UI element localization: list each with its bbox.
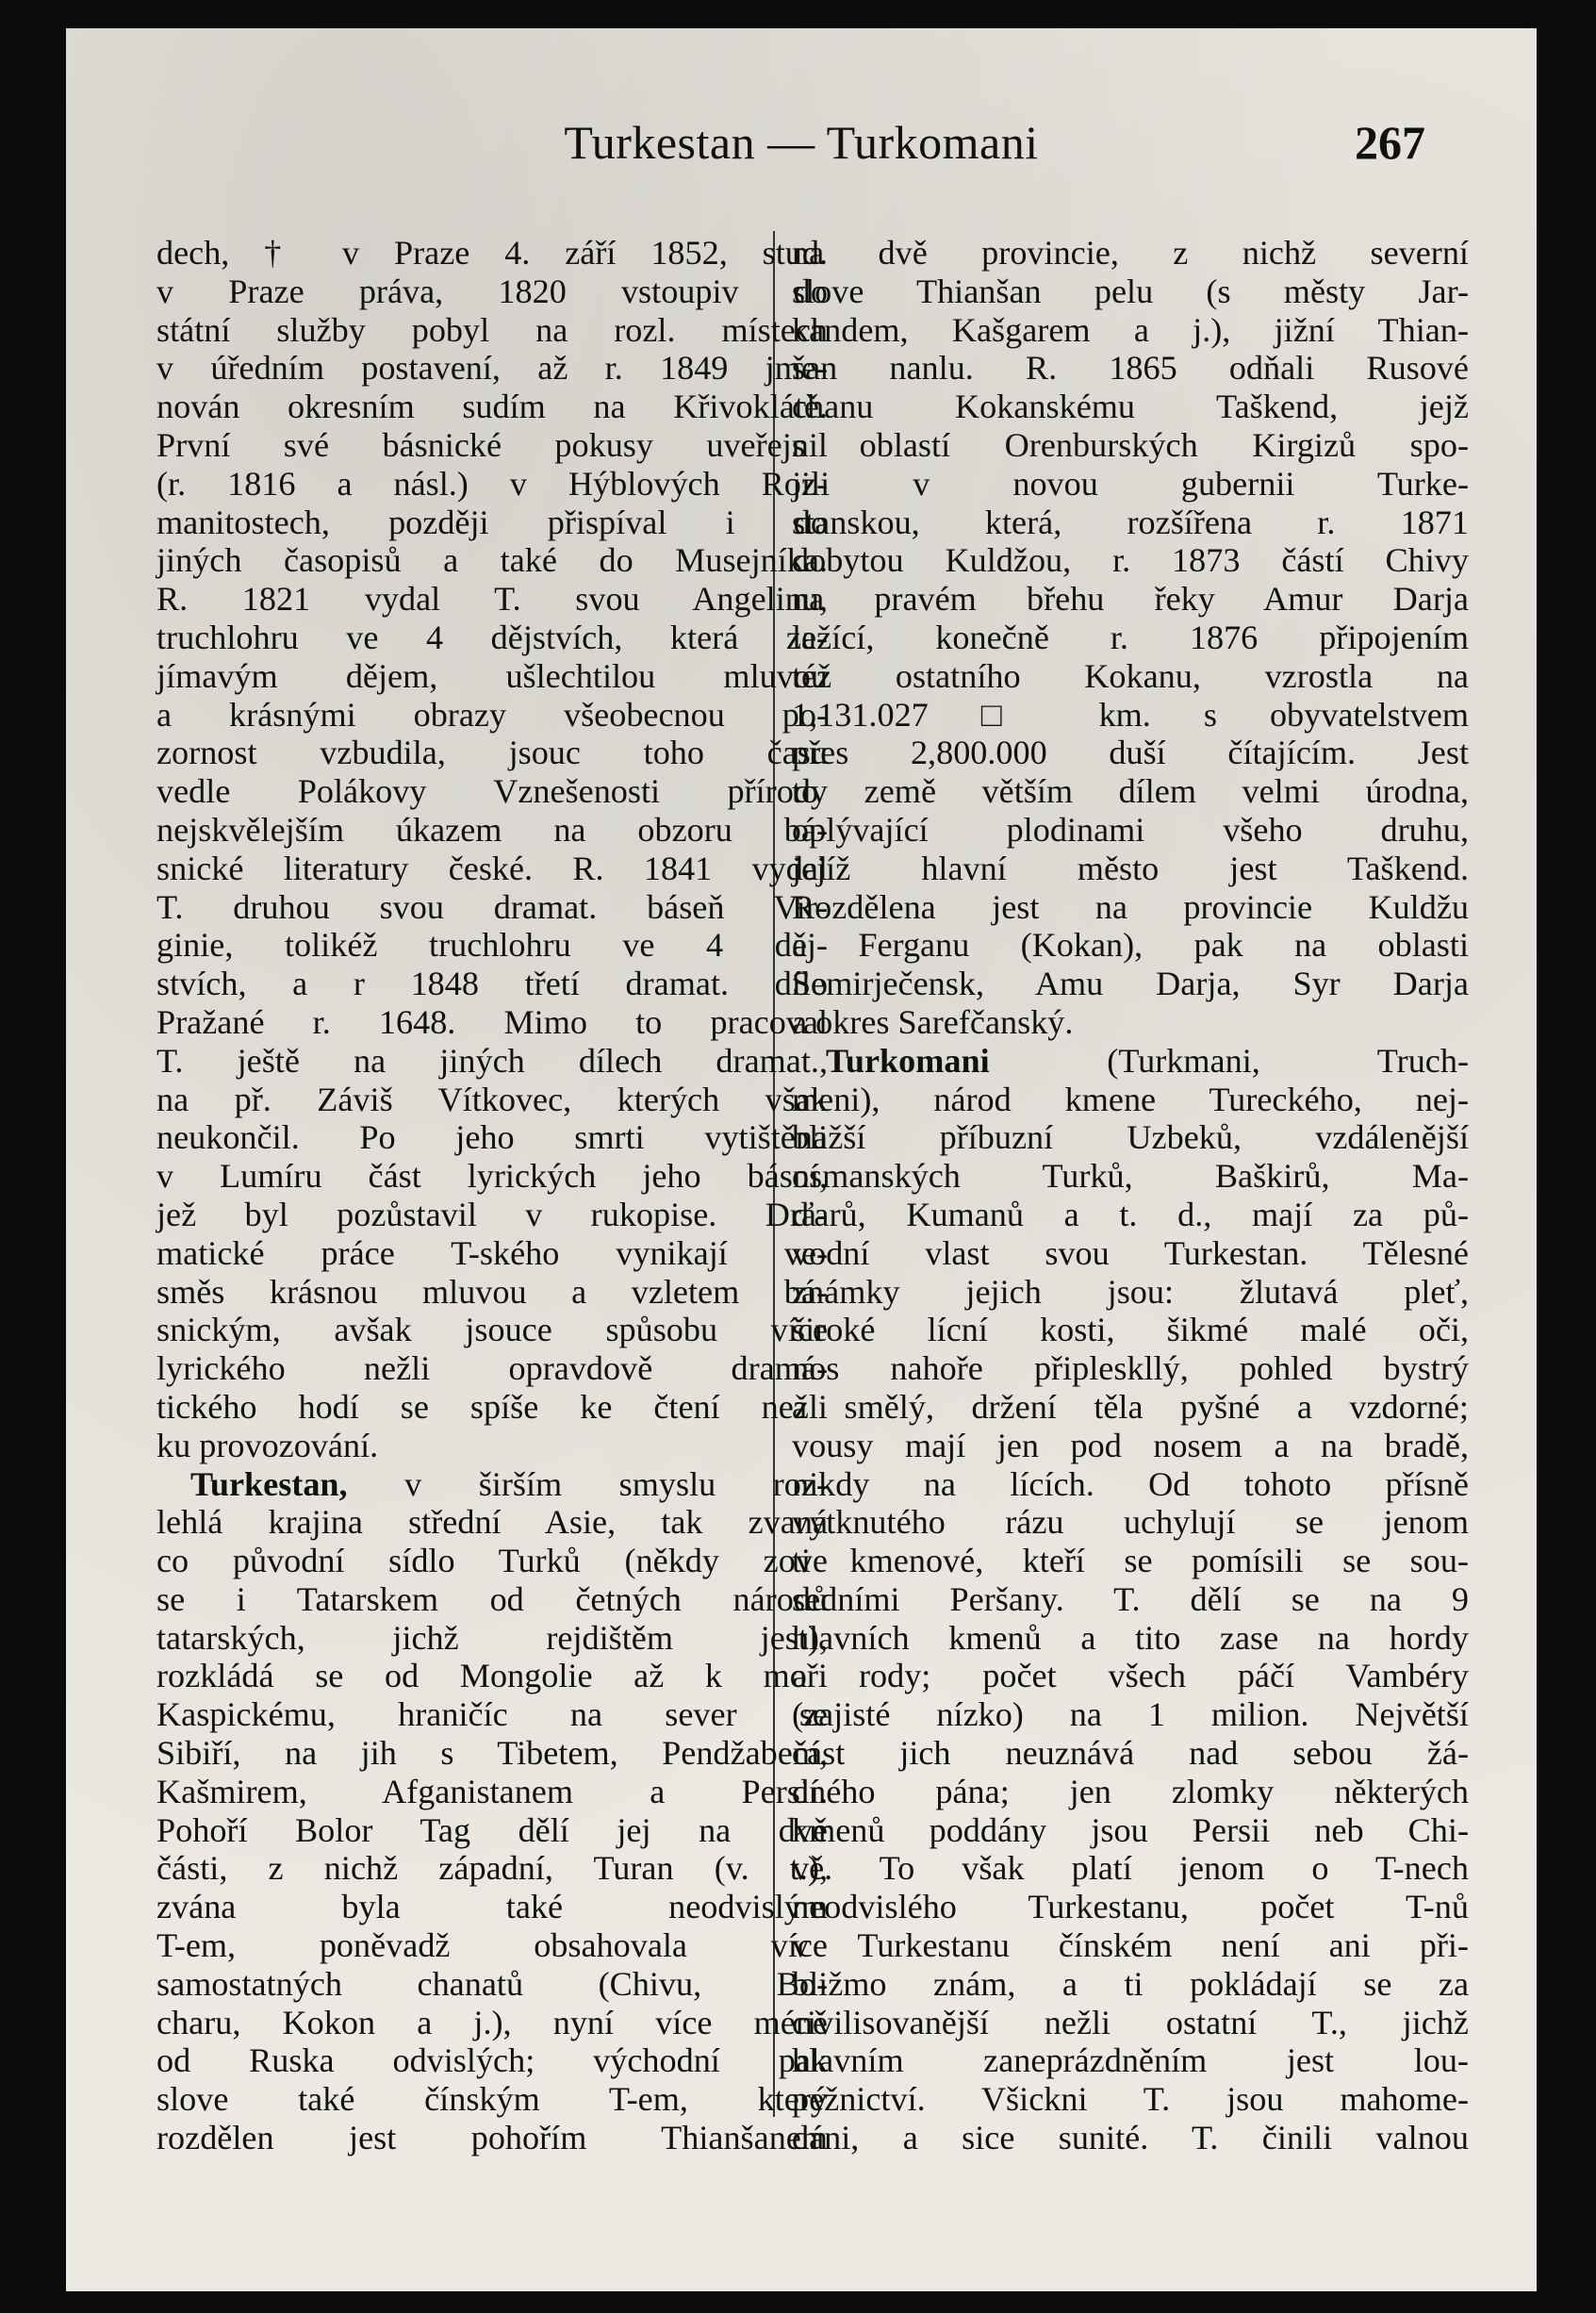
line-text: kandem, Kašgarem a j.), jižní Thian- — [792, 310, 1469, 349]
line-text: slove Thianšan pelu (s městy Jar- — [792, 272, 1469, 310]
running-title: Turkestan — Turkomani — [564, 116, 1039, 169]
text-line — [792, 1888, 1469, 1926]
text-line — [156, 696, 828, 735]
text-line — [156, 888, 828, 927]
line-text: (zajisté nízko) na 1 milion. Největší — [792, 1695, 1469, 1734]
text-line — [792, 1273, 1469, 1312]
text-line — [156, 850, 828, 888]
text-line — [156, 426, 828, 465]
text-line — [792, 349, 1469, 388]
line-text: sedními Peršany. T. dělí se na 9 — [792, 1579, 1469, 1618]
text-line — [792, 926, 1469, 965]
text-line — [792, 657, 1469, 696]
text-line — [792, 1465, 1469, 1504]
text-line — [792, 1388, 1469, 1427]
text-line — [156, 1465, 828, 1504]
line-text: s oblastí Orenburských Kirgizů spo- — [792, 425, 1469, 464]
line-text: tatarských, jichž rejdištěm jest), — [156, 1618, 828, 1657]
line-text: v Turkestanu čínském není ani při- — [792, 1926, 1469, 1965]
line-text: nován okresním sudím na Křivoklátě. — [156, 388, 828, 426]
running-header — [66, 115, 1537, 181]
line-text: (r. 1816 a násl.) v Hýblových Roz- — [156, 464, 828, 503]
line-text: přes 2,800.000 duší čítajícím. Jest — [792, 734, 1469, 772]
line-text: osmanských Turků, Baškirů, Ma- — [792, 1157, 1469, 1196]
line-text: to země větším dílem velmi úrodna, — [792, 772, 1469, 811]
line-text: lehlá krajina střední Asie, tak zvaná — [156, 1503, 828, 1542]
text-line — [792, 504, 1469, 542]
text-line — [792, 1196, 1469, 1234]
line-text: směs krásnou mluvou a vzletem bá- — [156, 1272, 828, 1311]
text-line — [156, 1580, 828, 1619]
line-text: Pohoří Bolor Tag dělí jej na dvě — [156, 1810, 828, 1849]
line-text: dobytou Kuldžou, r. 1873 částí Chivy — [792, 541, 1469, 580]
line-text: První své básnické pokusy uveřejnil — [156, 425, 828, 464]
line-text: a smělý, držení těla pyšné a vzdorné; — [792, 1387, 1469, 1426]
text-line — [792, 619, 1469, 657]
text-line — [792, 541, 1469, 580]
line-text: slove také čínským T-em, který — [156, 2080, 828, 2119]
line-text: vě. To však platí jenom o T-nech — [792, 1849, 1469, 1888]
text-line — [156, 1118, 828, 1157]
line-text: v úředním postavení, až r. 1849 jme- — [156, 349, 828, 388]
line-text: snickým, avšak jsouce spůsobu více — [156, 1311, 828, 1349]
line-text: jejíž hlavní město jest Taškend. — [792, 849, 1469, 887]
line-text: a krásnými obrazy všeobecnou po- — [156, 695, 828, 734]
line-text: charu, Kokon a j.), nyní více méně — [156, 2003, 828, 2041]
right-column — [792, 234, 1469, 2157]
line-text: a Ferganu (Kokan), pak na oblasti — [792, 926, 1469, 965]
text-line — [792, 696, 1469, 735]
line-text: se i Tatarskem od četných národů — [156, 1579, 828, 1618]
text-line — [792, 1503, 1469, 1542]
line-text: pežnictví. Všickni T. jsou mahome- — [792, 2080, 1469, 2119]
text-line — [156, 541, 828, 580]
line-text: jili v novou gubernii Turke- — [792, 464, 1469, 503]
text-line — [792, 734, 1469, 772]
text-line — [792, 580, 1469, 619]
text-line — [156, 1196, 828, 1234]
text-line — [156, 273, 828, 311]
line-text: známky jejich jsou: žlutavá pleť, — [792, 1272, 1469, 1311]
line-text: 1,131.027 □ km. s obyvatelstvem — [792, 695, 1469, 734]
line-text: matické práce T-ského vynikají ve- — [156, 1233, 828, 1272]
line-text: zornost vzbudila, jsouc toho času — [156, 734, 828, 772]
line-text: ďarů, Kumanů a t. d., mají za pů- — [792, 1195, 1469, 1233]
text-line — [792, 2004, 1469, 2042]
line-text: hlavních kmenů a tito zase na hordy — [792, 1618, 1469, 1657]
text-line — [792, 273, 1469, 311]
text-line — [156, 619, 828, 657]
line-text: Rozdělena jest na provincie Kuldžu — [792, 887, 1469, 926]
line-text: ležící, konečně r. 1876 připojením — [792, 618, 1469, 656]
line-text: vousy mají jen pod nosem a na bradě, — [792, 1426, 1469, 1464]
line-text: meni), národ kmene Tureckého, nej- — [792, 1080, 1469, 1118]
line-text: Semirječensk, Amu Darja, Syr Darja — [792, 965, 1469, 1003]
text-line — [156, 1773, 828, 1811]
text-line — [156, 1657, 828, 1695]
text-line — [792, 2080, 1469, 2119]
line-text: neodvislého Turkestanu, počet T-nů — [792, 1888, 1469, 1926]
line-text: rozkládá se od Mongolie až k moři — [156, 1657, 828, 1695]
line-text: ginie, tolikéž truchlohru ve 4 děj- — [156, 926, 828, 965]
line-text: T-em, poněvadž obsahovala více — [156, 1926, 828, 1965]
line-text: kmenů poddány jsou Persii neb Chi- — [792, 1810, 1469, 1849]
text-line — [792, 2041, 1469, 2080]
text-line — [156, 1849, 828, 1888]
text-line — [792, 1427, 1469, 1465]
text-line — [156, 1619, 828, 1658]
text-line — [792, 1965, 1469, 2004]
text-line — [156, 1311, 828, 1349]
line-text: jímavým dějem, ušlechtilou mluvou — [156, 656, 828, 695]
text-line — [156, 1273, 828, 1312]
line-text: samostatných chanatů (Chivu, Bo- — [156, 1964, 828, 2003]
line-text: stvích, a r 1848 třetí dramat. dílo — [156, 965, 828, 1003]
line-text: nejskvělejším úkazem na obzoru bá- — [156, 810, 828, 849]
line-text: v Praze práva, 1820 vstoupiv do — [156, 272, 828, 310]
line-text: Kaspickému, hraničíc na sever se — [156, 1695, 828, 1734]
line-text: bližmo znám, a ti pokládají se za — [792, 1964, 1469, 2003]
line-text: část jich neuznává nad sebou žá- — [792, 1734, 1469, 1773]
text-line — [792, 311, 1469, 350]
line-text: státní služby pobyl na rozl. místech — [156, 310, 828, 349]
line-text: široké lícní kosti, šikmé malé oči, — [792, 1311, 1469, 1349]
line-text: dáni, a sice sunité. T. činili valnou — [792, 2119, 1469, 2157]
text-line — [156, 465, 828, 504]
line-text: T. ještě na jiných dílech dramat., — [156, 1041, 828, 1080]
text-line — [156, 349, 828, 388]
text-line — [156, 1157, 828, 1196]
line-text: lyrického nežli opravdově dramá- — [156, 1349, 828, 1388]
line-text: v Lumíru část lyrických jeho básní, — [156, 1157, 828, 1196]
line-text: vedle Polákovy Vznešenosti přírody — [156, 772, 828, 811]
text-line — [792, 772, 1469, 811]
text-line — [156, 1965, 828, 2004]
text-line — [156, 1811, 828, 1850]
text-line — [792, 888, 1469, 927]
text-line — [156, 1926, 828, 1965]
line-text: R. 1821 vydal T. svou Angelinu, — [156, 580, 828, 619]
line-text: Pražané r. 1648. Mimo to pracoval — [156, 1002, 828, 1041]
line-text: části, z nichž západní, Turan (v. t.), — [156, 1849, 828, 1888]
book-page — [66, 28, 1537, 2291]
text-line — [792, 465, 1469, 504]
text-line — [792, 1157, 1469, 1196]
text-line — [156, 1542, 828, 1580]
line-text: chanu Kokanskému Taškend, jejž — [792, 388, 1469, 426]
text-line — [156, 1734, 828, 1773]
text-line — [792, 1657, 1469, 1695]
line-text: rozdělen jest pohořím Thianšanem — [156, 2119, 828, 2157]
line-text: Sibiří, na jih s Tibetem, Pendžabem, — [156, 1734, 828, 1773]
text-line — [792, 1811, 1469, 1850]
text-line — [792, 234, 1469, 273]
text-line — [792, 1349, 1469, 1388]
line-text: dech, † v Praze 4. září 1852, stud. — [156, 234, 828, 272]
text-line — [792, 426, 1469, 465]
text-line — [156, 2004, 828, 2042]
text-line — [792, 1081, 1469, 1119]
text-line — [156, 1003, 828, 1042]
page-number: 267 — [1355, 116, 1425, 169]
text-line — [156, 504, 828, 542]
text-line — [156, 1427, 828, 1465]
line-text: neukončil. Po jeho smrti vytištěna — [156, 1118, 828, 1157]
line-text: hlavním zaneprázdněním jest lou- — [792, 2041, 1469, 2080]
text-line — [156, 2041, 828, 2080]
line-text: civilisovanější nežli ostatní T., jichž — [792, 2003, 1469, 2041]
line-text: a rody; počet všech páčí Vambéry — [792, 1657, 1469, 1695]
text-line — [156, 1042, 828, 1081]
line-text: snické literatury české. R. 1841 vydal — [156, 849, 828, 887]
text-line — [792, 850, 1469, 888]
text-line — [792, 1003, 1469, 1042]
text-line — [156, 772, 828, 811]
line-text: dného pána; jen zlomky některých — [792, 1772, 1469, 1810]
text-line — [156, 1081, 828, 1119]
line-text: jež byl pozůstavil v rukopise. Dra- — [156, 1195, 828, 1233]
line-text: ku provozování. — [156, 1426, 379, 1464]
line-text: ti kmenové, kteří se pomísili se sou- — [792, 1542, 1469, 1580]
line-text: oplývající plodinami všeho druhu, — [792, 810, 1469, 849]
text-line — [156, 388, 828, 426]
text-line — [792, 1695, 1469, 1734]
line-text: na dvě provincie, z nichž severní — [792, 234, 1469, 272]
text-line — [792, 1311, 1469, 1349]
line-text: co původní sídlo Turků (někdy zove — [156, 1542, 828, 1580]
text-line — [156, 657, 828, 696]
text-line — [792, 1118, 1469, 1157]
text-line — [792, 1042, 1469, 1081]
text-line — [792, 2119, 1469, 2157]
line-text: nos nahoře připleskllý, pohled bystrý — [792, 1349, 1469, 1388]
text-line — [792, 1734, 1469, 1773]
text-line — [156, 1888, 828, 1926]
line-text: jiných časopisů a také do Musejníka. — [156, 541, 828, 580]
text-line — [792, 811, 1469, 850]
line-text: (Turkmani, Truch- — [989, 1041, 1469, 1080]
text-line — [156, 926, 828, 965]
line-text: zvána byla také neodvislým — [156, 1888, 828, 1926]
text-line — [156, 1388, 828, 1427]
text-line — [792, 965, 1469, 1003]
text-line — [156, 234, 828, 273]
line-text: truchlohru ve 4 dějstvích, která za- — [156, 618, 828, 656]
line-text: vytknutého rázu uchylují se jenom — [792, 1503, 1469, 1542]
text-line — [156, 1349, 828, 1388]
line-text: na pravém břehu řeky Amur Darja — [792, 580, 1469, 619]
text-line — [156, 311, 828, 350]
text-line — [156, 965, 828, 1003]
text-line — [792, 388, 1469, 426]
line-text: bližší příbuzní Uzbeků, vzdálenější — [792, 1118, 1469, 1157]
text-line — [792, 1773, 1469, 1811]
text-line — [156, 2119, 828, 2157]
line-text: na př. Záviš Vítkovec, kterých však — [156, 1080, 828, 1118]
line-text: též ostatního Kokanu, vzrostla na — [792, 656, 1469, 695]
text-line — [792, 1234, 1469, 1273]
entry-headword: Turkestan, — [190, 1464, 348, 1503]
text-line — [792, 1580, 1469, 1619]
left-column — [156, 234, 828, 2157]
line-text: nikdy na lících. Od tohoto přísně — [792, 1464, 1469, 1503]
line-text: tického hodí se spíše ke čtení nežli — [156, 1387, 828, 1426]
text-line — [156, 580, 828, 619]
text-line — [156, 734, 828, 772]
text-line — [792, 1926, 1469, 1965]
line-text: Kašmirem, Afganistanem a Persií. — [156, 1772, 828, 1810]
text-line — [156, 1695, 828, 1734]
text-line — [156, 811, 828, 850]
text-line — [156, 2080, 828, 2119]
text-line — [792, 1542, 1469, 1580]
text-line — [792, 1619, 1469, 1658]
text-line — [792, 1849, 1469, 1888]
line-text: a okres Sarefčanský. — [792, 1002, 1074, 1041]
line-text: šan nanlu. R. 1865 odňali Rusové — [792, 349, 1469, 388]
text-line — [156, 1503, 828, 1542]
entry-headword: Turkomani — [826, 1041, 990, 1080]
line-text: manitostech, později přispíval i do — [156, 503, 828, 541]
text-line — [156, 1234, 828, 1273]
line-text: od Ruska odvislých; východní pak — [156, 2041, 828, 2080]
line-text: T. druhou svou dramat. báseň Vir- — [156, 887, 828, 926]
line-text: stanskou, která, rozšířena r. 1871 — [792, 503, 1469, 541]
line-text: vodní vlast svou Turkestan. Tělesné — [792, 1233, 1469, 1272]
line-text: v širším smyslu roz- — [347, 1464, 828, 1503]
